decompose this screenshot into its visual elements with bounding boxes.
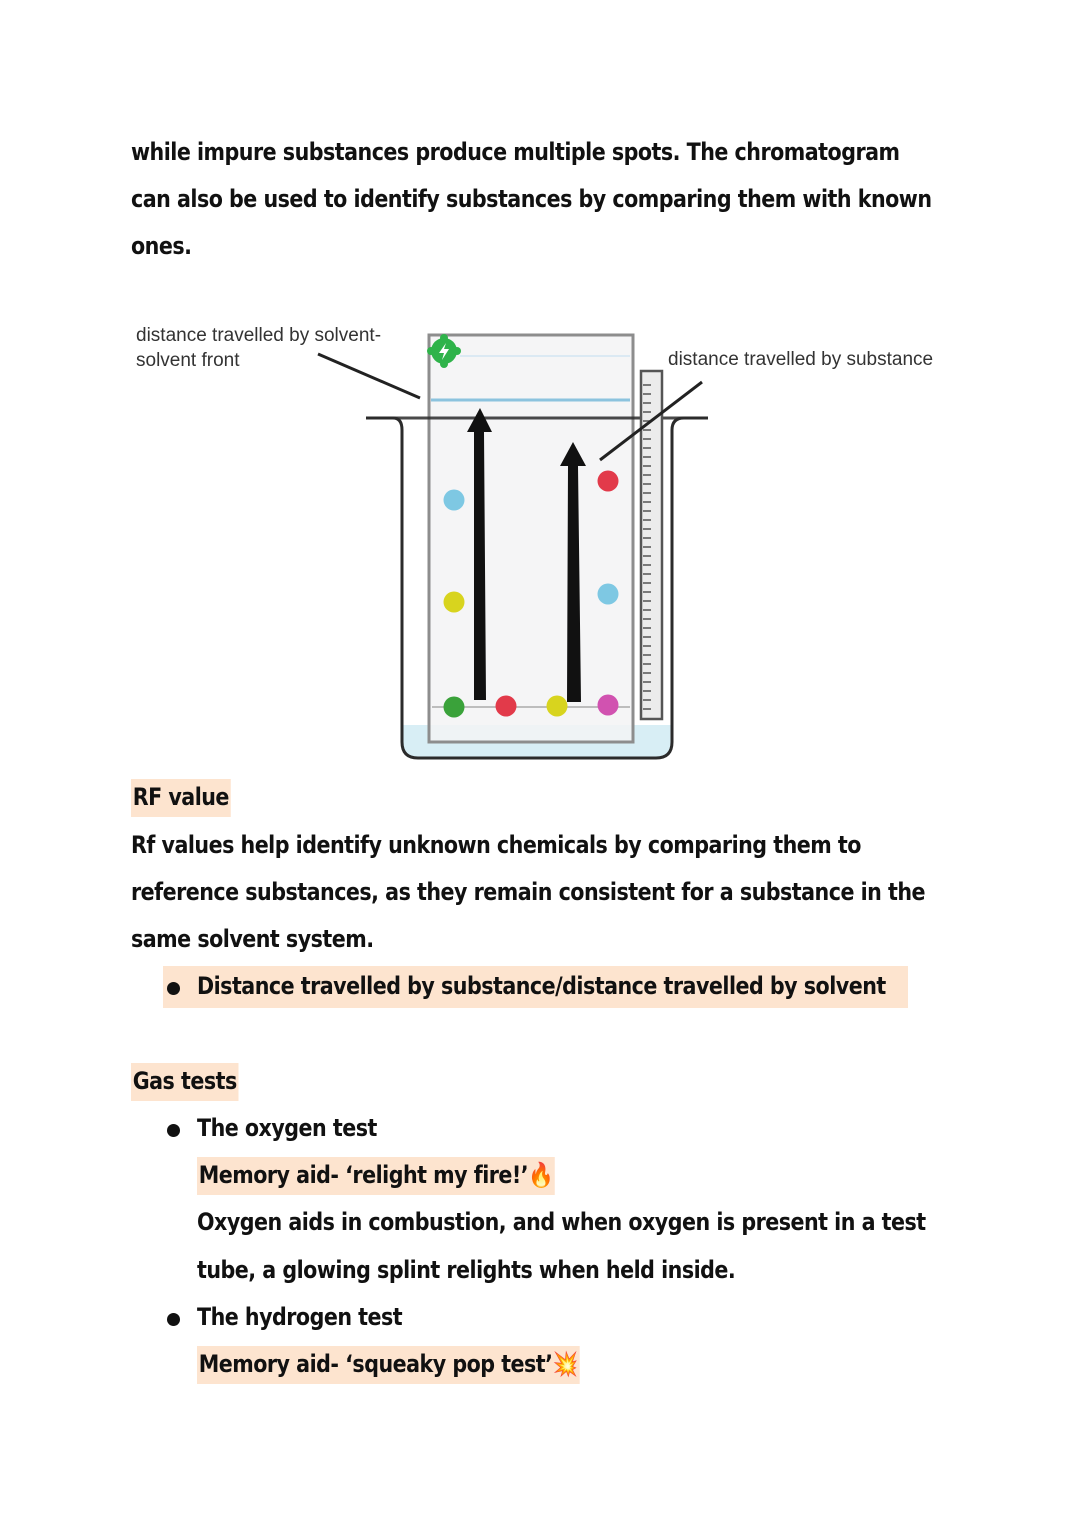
rf-body-line: Rf values help identify unknown chemicals by comparing them to (131, 831, 861, 859)
spot-blue (444, 490, 465, 511)
solvent-pointer-line (318, 354, 420, 398)
intro-line: while impure substances produce multiple spots. The chromatogram (131, 138, 900, 166)
rf-body-line: reference substances, as they remain consistent for a substance in the (131, 878, 926, 906)
intro-line: can also be used to identify substances by comparing them with known (131, 185, 932, 213)
hydrogen-test-title: The hydrogen test (197, 1303, 403, 1331)
bullet-icon (167, 982, 180, 995)
chromatography-paper (429, 335, 633, 742)
collision-icon: 💥 (552, 1350, 578, 1378)
solvent-label-line2: solvent front (136, 350, 240, 371)
oxygen-body-line: tube, a glowing splint relights when held inside. (197, 1256, 736, 1284)
ruler (641, 371, 662, 719)
hydrogen-memory-aid-text: Memory aid- ‘squeaky pop test’ (198, 1350, 553, 1378)
rf-heading (131, 783, 231, 811)
hydrogen-memory-aid (197, 1350, 579, 1378)
bullet-icon (167, 1124, 180, 1137)
rf-body-line: same solvent system. (131, 925, 374, 953)
oxygen-memory-aid (197, 1161, 555, 1189)
rf-heading-text: RF value (131, 779, 231, 817)
spot-green (444, 697, 465, 718)
gas-heading (131, 1067, 238, 1095)
bullet-icon (167, 1313, 180, 1326)
oxygen-body-line: Oxygen aids in combustion, and when oxygen is present in a test (197, 1208, 926, 1236)
fire-icon: 🔥 (528, 1161, 554, 1189)
rf-formula: Distance travelled by substance/distance travelled by solvent (197, 972, 886, 1000)
spot-magenta (598, 695, 619, 716)
gas-heading-text: Gas tests (131, 1063, 238, 1101)
spot-red (496, 696, 517, 717)
spot-blue (598, 584, 619, 605)
spot-red (598, 471, 619, 492)
oxygen-memory-aid-text: Memory aid- ‘relight my fire!’ (198, 1161, 529, 1189)
solvent-label-line1: distance travelled by solvent- (136, 325, 382, 346)
intro-line: ones. (131, 232, 192, 260)
substance-distance-label: distance travelled by substance (668, 349, 934, 370)
spot-yellow (444, 592, 465, 613)
oxygen-test-title: The oxygen test (197, 1114, 377, 1142)
spot-yellow (547, 696, 568, 717)
